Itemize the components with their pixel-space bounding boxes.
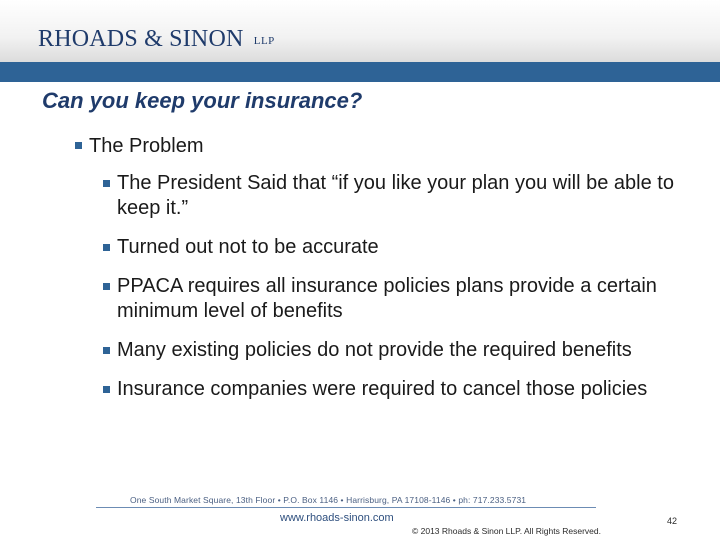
- sub-bullet-item: [103, 338, 693, 363]
- footer-website-link[interactable]: www.rhoads-sinon.com: [280, 512, 394, 524]
- logo-name-2: SINON: [169, 26, 244, 52]
- sub-bullet-text: Insurance companies were required to cancel those policies: [117, 378, 648, 400]
- bullet-square-icon: [103, 347, 110, 354]
- sub-bullet-text: Turned out not to be accurate: [117, 236, 379, 258]
- sub-bullet-item: [103, 377, 693, 402]
- footer-divider: [96, 507, 596, 508]
- slide-header: [0, 0, 720, 62]
- bullet-square-icon: [103, 180, 110, 187]
- sub-bullet-item: [103, 274, 693, 324]
- bullet-square-icon: [103, 386, 110, 393]
- slide-title: Can you keep your insurance?: [42, 88, 363, 113]
- logo-suffix: LLP: [253, 35, 275, 47]
- sub-bullet-item: [103, 171, 693, 221]
- sub-bullet-text: PPACA requires all insurance policies plans provide a certain minimum level of benefits: [117, 275, 657, 322]
- sub-bullet-item: [103, 235, 693, 260]
- sub-bullet-text: The President Said that “if you like your plan you will be able to keep it.”: [117, 172, 674, 219]
- bullet-level-1: [75, 134, 204, 158]
- logo-ampersand: &: [144, 26, 163, 52]
- bullet-text: The Problem: [89, 135, 204, 157]
- footer-address: One South Market Square, 13th Floor • P.O. Box 1146 • Harrisburg, PA 17108-1146 • ph: 717.233.5731: [130, 495, 527, 505]
- bullet-square-icon: [75, 142, 82, 149]
- header-accent-bar: [0, 62, 720, 82]
- sub-bullet-list: [103, 171, 693, 416]
- bullet-square-icon: [103, 283, 110, 290]
- firm-logo: [38, 26, 275, 54]
- logo-name: RHOADS: [38, 26, 138, 52]
- copyright-notice: © 2013 Rhoads & Sinon LLP. All Rights Reserved.: [412, 526, 601, 536]
- sub-bullet-text: Many existing policies do not provide the required benefits: [117, 339, 632, 361]
- bullet-square-icon: [103, 244, 110, 251]
- page-number: 42: [667, 516, 678, 526]
